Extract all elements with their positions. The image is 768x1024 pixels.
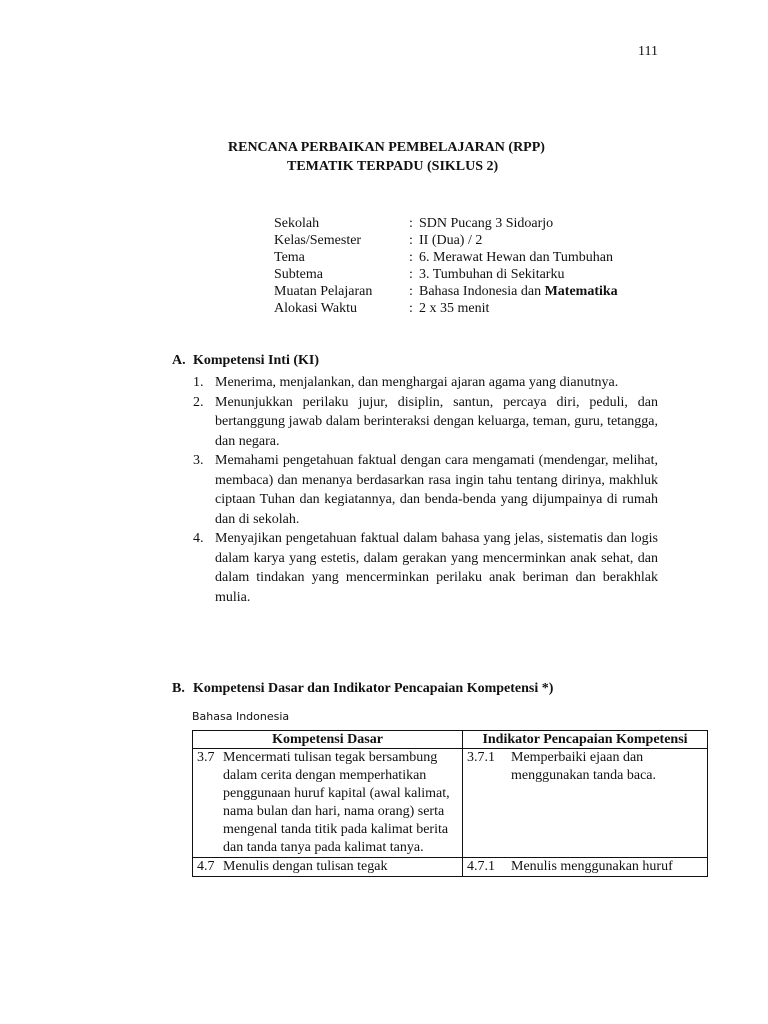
identity-separator: : xyxy=(409,267,413,282)
identity-separator: : xyxy=(409,301,413,316)
list-item xyxy=(193,393,658,452)
identity-value: II (Dua) / 2 xyxy=(419,233,483,248)
indicator-cell xyxy=(463,749,708,858)
list-text: Menyajikan pengetahuan faktual dalam bahasa yang jelas, sistematis dan logis dalam karya yang estetis, dalam gerakan yang mencerminkan anak sehat, dan dalam tindakan yang mencerminkan perilaku anak beriman dan berakhlak mulia. xyxy=(215,531,658,605)
identity-label: Sekolah xyxy=(274,216,320,231)
identity-label: Muatan Pelajaran xyxy=(274,284,373,299)
identity-label: Kelas/Semester xyxy=(274,233,362,248)
list-item xyxy=(193,529,658,607)
title-line-2: TEMATIK TERPADU (SIKLUS 2) xyxy=(287,159,499,174)
indicator-cell xyxy=(463,858,708,877)
column-header-indicator: Indikator Pencapaian Kompetensi xyxy=(463,731,708,749)
list-number: 2. xyxy=(193,394,204,410)
identity-value-bold: Matematika xyxy=(544,284,618,299)
list-item xyxy=(193,373,658,393)
list-number: 1. xyxy=(193,375,204,390)
identity-value: 6. Merawat Hewan dan Tumbuhan xyxy=(419,250,614,265)
indicator-number: 3.7.1 xyxy=(467,750,495,765)
list-text: Menunjukkan perilaku jujur, disiplin, santun, percaya diri, peduli, dan bertanggung jawab dalam berinteraksi dengan keluarga, teman, guru, tetangga, dan negara. xyxy=(215,394,658,449)
list-text: Memahami pengetahuan faktual dengan cara mengamati (mendengar, melihat, membaca) dan menanya berdasarkan rasa ingin tahu tentang dirinya, makhluk ciptaan Tuhan dan kegiatannya, dan benda-benda yang dijumpainya di rumah dan di sekolah. xyxy=(215,453,658,527)
indicator-entry xyxy=(467,749,703,785)
identity-separator: : xyxy=(409,284,413,299)
kd-cell xyxy=(193,749,463,858)
section-letter: B. xyxy=(172,681,185,696)
section-a-heading xyxy=(172,353,319,369)
list-number: 4. xyxy=(193,531,204,546)
table-row xyxy=(193,749,708,858)
ki-list xyxy=(193,373,658,607)
kd-entry xyxy=(197,858,458,876)
list-item xyxy=(193,451,658,529)
section-b-heading xyxy=(172,681,553,697)
identity-separator: : xyxy=(409,216,413,231)
kd-text: Mencermati tulisan tegak bersambung dalam cerita dengan memperhatikan penggunaan huruf kapital (awal kalimat, nama bulan dan hari, nama orang) serta mengenal tanda titik pada kalimat berita dan tanda tanya pada kalimat tanya. xyxy=(223,750,450,855)
table-row xyxy=(193,858,708,877)
indicator-text: Menulis menggunakan huruf xyxy=(511,859,673,874)
kd-number: 4.7 xyxy=(197,859,215,874)
competency-table xyxy=(192,730,708,877)
identity-value: 3. Tumbuhan di Sekitarku xyxy=(419,267,565,282)
subject-label: Bahasa Indonesia xyxy=(192,710,290,723)
table-header-row xyxy=(193,731,708,749)
list-text: Menerima, menjalankan, dan menghargai ajaran agama yang dianutnya. xyxy=(215,375,619,390)
list-number: 3. xyxy=(193,453,204,468)
title-line-1: RENCANA PERBAIKAN PEMBELAJARAN (RPP) xyxy=(228,140,545,155)
identity-separator: : xyxy=(409,233,413,248)
page-number: 111 xyxy=(638,44,658,59)
section-letter: A. xyxy=(172,353,186,368)
column-header-kd: Kompetensi Dasar xyxy=(193,731,463,749)
kd-number: 3.7 xyxy=(197,750,215,765)
identity-separator: : xyxy=(409,250,413,265)
identity-value: Bahasa Indonesia dan xyxy=(419,284,545,299)
indicator-text: Memperbaiki ejaan dan menggunakan tanda baca. xyxy=(511,750,656,783)
indicator-number: 4.7.1 xyxy=(467,859,495,874)
section-title: Kompetensi Dasar dan Indikator Pencapaian Kompetensi *) xyxy=(193,681,554,696)
identity-label: Alokasi Waktu xyxy=(274,301,357,316)
identity-value-mixed xyxy=(419,283,618,300)
kd-cell xyxy=(193,858,463,877)
indicator-entry xyxy=(467,858,703,876)
identity-value: 2 x 35 menit xyxy=(419,301,490,316)
identity-label: Tema xyxy=(274,250,305,265)
identity-value: SDN Pucang 3 Sidoarjo xyxy=(419,216,554,231)
kd-entry xyxy=(197,749,458,857)
section-title: Kompetensi Inti (KI) xyxy=(193,353,319,368)
kd-text: Menulis dengan tulisan tegak xyxy=(223,859,388,874)
identity-label: Subtema xyxy=(274,267,323,282)
